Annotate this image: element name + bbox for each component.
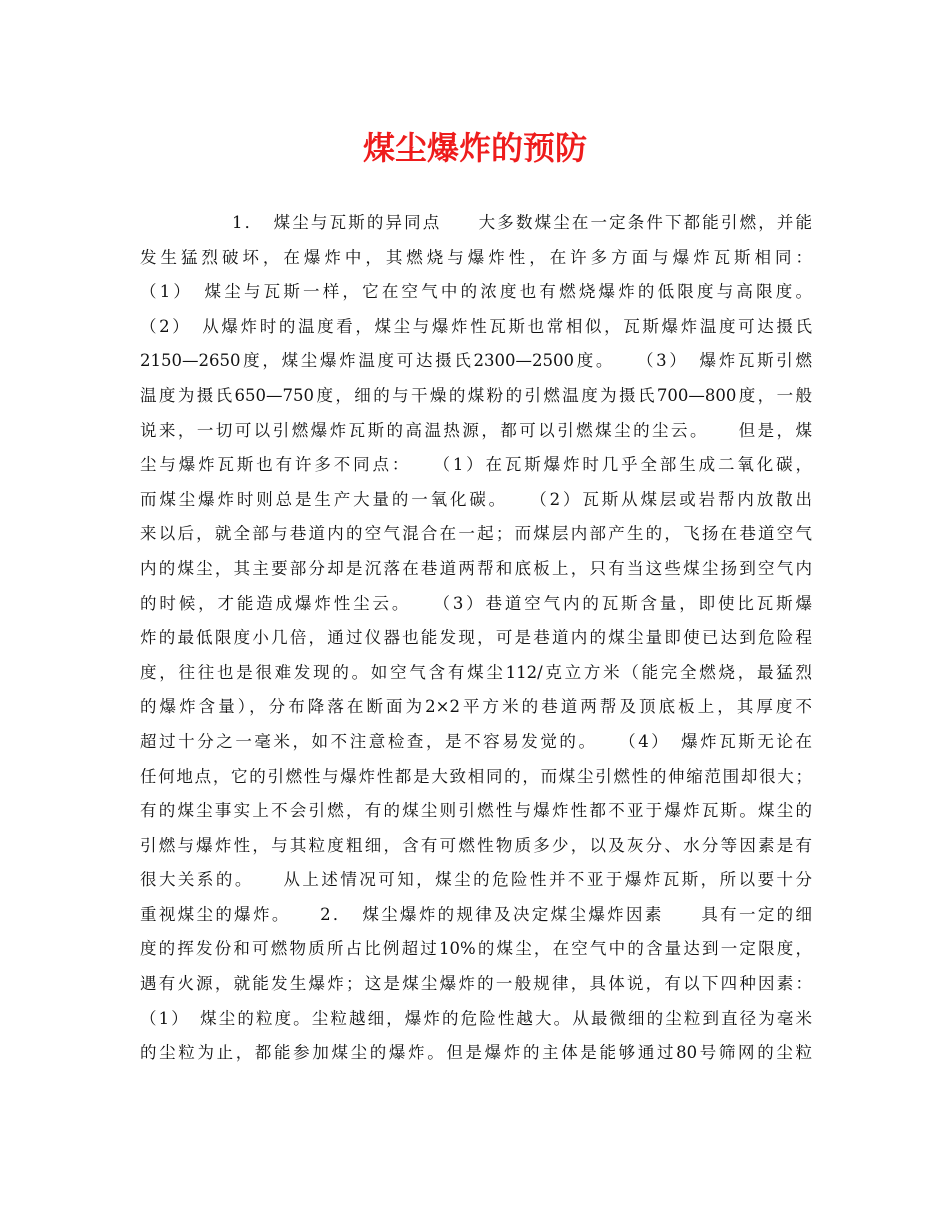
body-line: 内的煤尘，其主要部分却是沉落在巷道两帮和底板上，只有当这些煤尘扬到空气内 — [140, 558, 812, 578]
body-line: （2） 从爆炸时的温度看，煤尘与爆炸性瓦斯也常相似，瓦斯爆炸温度可达摄氏 — [140, 316, 812, 336]
document-body — [140, 206, 812, 1071]
body-line: 度，往往也是很难发现的。如空气含有煤尘112/克立方米（能完全燃烧，最猛烈 — [140, 662, 812, 682]
body-line: 来以后，就全部与巷道内的空气混合在一起；而煤层内部产生的，飞扬在巷道空气 — [140, 524, 812, 544]
body-line: 遇有火源，就能发生爆炸；这是煤尘爆炸的一般规律，具体说，有以下四种因素： — [140, 974, 812, 994]
body-line: 度的挥发份和可燃物质所占比例超过10%的煤尘，在空气中的含量达到一定限度， — [140, 939, 812, 959]
body-line: 的爆炸含量），分布降落在断面为2×2平方米的巷道两帮及顶底板上，其厚度不 — [140, 697, 812, 717]
body-line: 的尘粒为止，都能参加煤尘的爆炸。但是爆炸的主体是能够通过80号筛网的尘粒 — [140, 1043, 812, 1063]
document-title: 煤尘爆炸的预防 — [362, 129, 587, 167]
body-line: （1） 煤尘的粒度。尘粒越细，爆炸的危险性越大。从最微细的尘粒到直径为毫米 — [140, 1008, 812, 1028]
body-line: 1． 煤尘与瓦斯的异同点 大多数煤尘在一定条件下都能引燃，并能 — [232, 213, 812, 232]
body-line: 说来，一切可以引燃爆炸瓦斯的高温热源，都可以引燃煤尘的尘云。 但是，煤 — [140, 420, 812, 440]
body-line: 任何地点，它的引燃性与爆炸性都是大致相同的，而煤尘引燃性的伸缩范围却很大； — [140, 766, 812, 786]
body-line: 2150—2650度，煤尘爆炸温度可达摄氏2300—2500度。 （3） 爆炸瓦斯引燃 — [140, 351, 812, 371]
body-line: 很大关系的。 从上述情况可知，煤尘的危险性并不亚于爆炸瓦斯，所以要十分 — [140, 870, 812, 890]
body-line: 超过十分之一毫米，如不注意检查，是不容易发觉的。 （4） 爆炸瓦斯无论在 — [140, 731, 812, 751]
body-line: 而煤尘爆炸时则总是生产大量的一氧化碳。 （2）瓦斯从煤层或岩帮内放散出 — [140, 489, 812, 509]
body-line: 尘与爆炸瓦斯也有许多不同点： （1）在瓦斯爆炸时几乎全部生成二氧化碳， — [140, 455, 812, 475]
body-line: 引燃与爆炸性，与其粒度粗细，含有可燃性物质多少，以及灰分、水分等因素是有 — [140, 835, 812, 855]
body-line: 的时候，才能造成爆炸性尘云。 （3）巷道空气内的瓦斯含量，即使比瓦斯爆 — [140, 593, 812, 613]
body-line: 发生猛烈破坏，在爆炸中，其燃烧与爆炸性，在许多方面与爆炸瓦斯相同： — [140, 247, 812, 267]
body-line: 重视煤尘的爆炸。 2． 煤尘爆炸的规律及决定煤尘爆炸因素 具有一定的细 — [140, 904, 812, 924]
body-line: 有的煤尘事实上不会引燃，有的煤尘则引燃性与爆炸性都不亚于爆炸瓦斯。煤尘的 — [140, 801, 812, 821]
body-line: （1） 煤尘与瓦斯一样，它在空气中的浓度也有燃烧爆炸的低限度与高限度。 — [140, 282, 812, 302]
body-line: 炸的最低限度小几倍，通过仪器也能发现，可是巷道内的煤尘量即使已达到危险程 — [140, 628, 812, 648]
body-line: 温度为摄氏650—750度，细的与干燥的煤粉的引燃温度为摄氏700—800度，一般 — [140, 385, 812, 405]
